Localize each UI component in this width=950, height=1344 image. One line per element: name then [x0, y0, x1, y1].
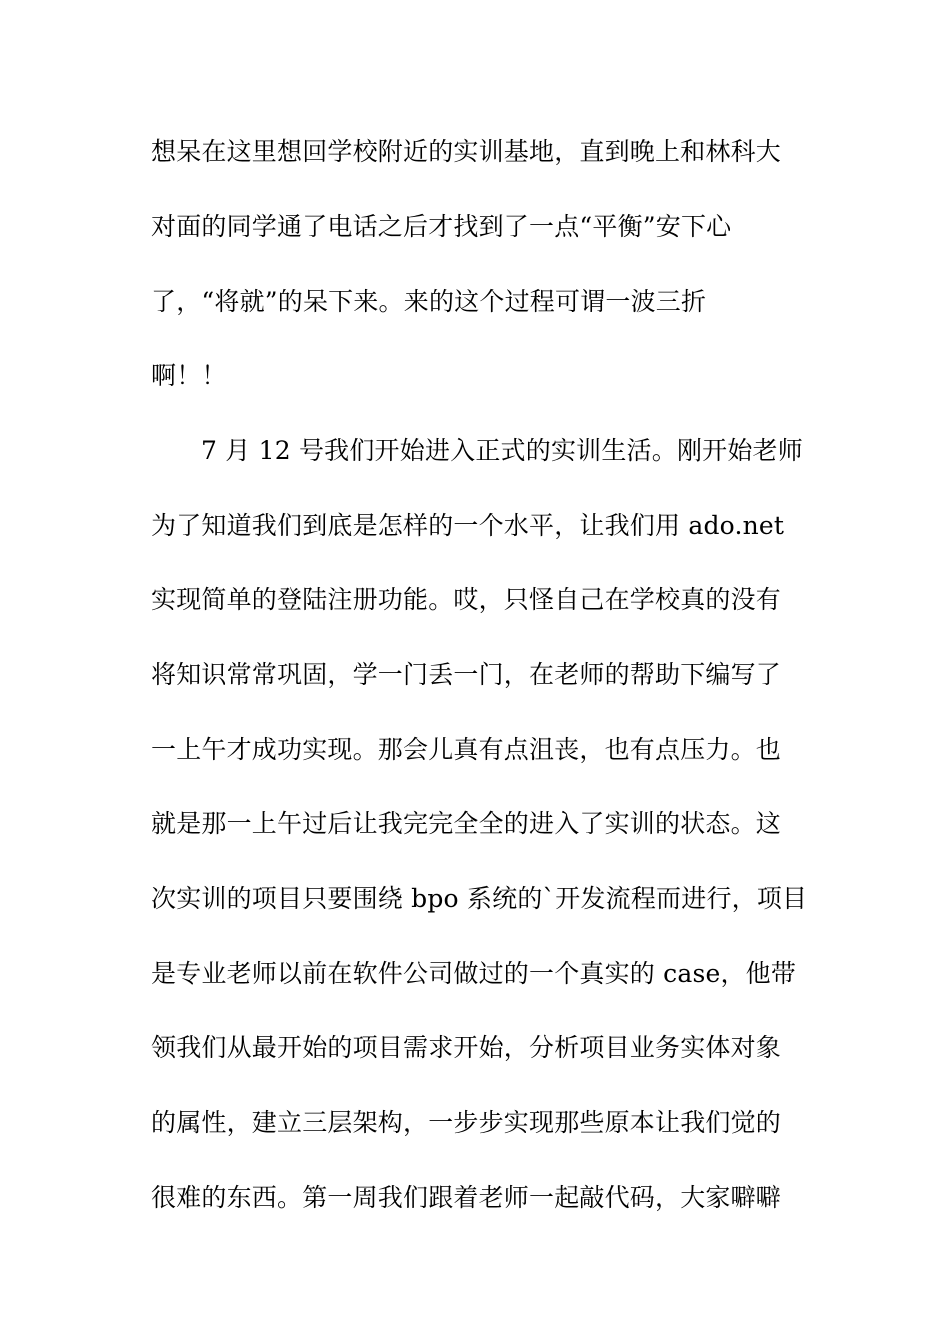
text-line: 啊！！	[151, 361, 227, 390]
text-line: 领我们从最开始的项目需求开始，分析项目业务实体对象	[151, 1033, 782, 1062]
text-line: 是专业老师以前在软件公司做过的一个真实的 case，他带	[151, 959, 797, 988]
text-line: 一上午才成功实现。那会儿真有点沮丧，也有点压力。也	[151, 735, 782, 764]
paragraph-start-line: 7 月 12 号我们开始进入正式的实训生活。刚开始老师	[201, 436, 803, 465]
text-line: 次实训的项目只要围绕 bpo 系统的`开发流程而进行，项目	[151, 884, 808, 913]
text-line: 想呆在这里想回学校附近的实训基地，直到晚上和林科大	[151, 137, 782, 166]
text-line: 实现简单的登陆注册功能。哎，只怪自己在学校真的没有	[151, 585, 782, 614]
text-line: 的属性，建立三层架构，一步步实现那些原本让我们觉的	[151, 1108, 782, 1137]
text-line: 很难的东西。第一周我们跟着老师一起敲代码，大家噼噼	[151, 1183, 782, 1212]
text-line: 就是那一上午过后让我完完全全的进入了实训的状态。这	[151, 809, 782, 838]
text-line: 对面的同学通了电话之后才找到了一点“平衡”安下心	[151, 212, 732, 241]
text-line: 为了知道我们到底是怎样的一个水平，让我们用 ado.net	[151, 511, 785, 540]
text-line: 将知识常常巩固，学一门丢一门，在老师的帮助下编写了	[151, 660, 782, 689]
text-line: 了，“将就”的呆下来。来的这个过程可谓一波三折	[151, 287, 707, 316]
